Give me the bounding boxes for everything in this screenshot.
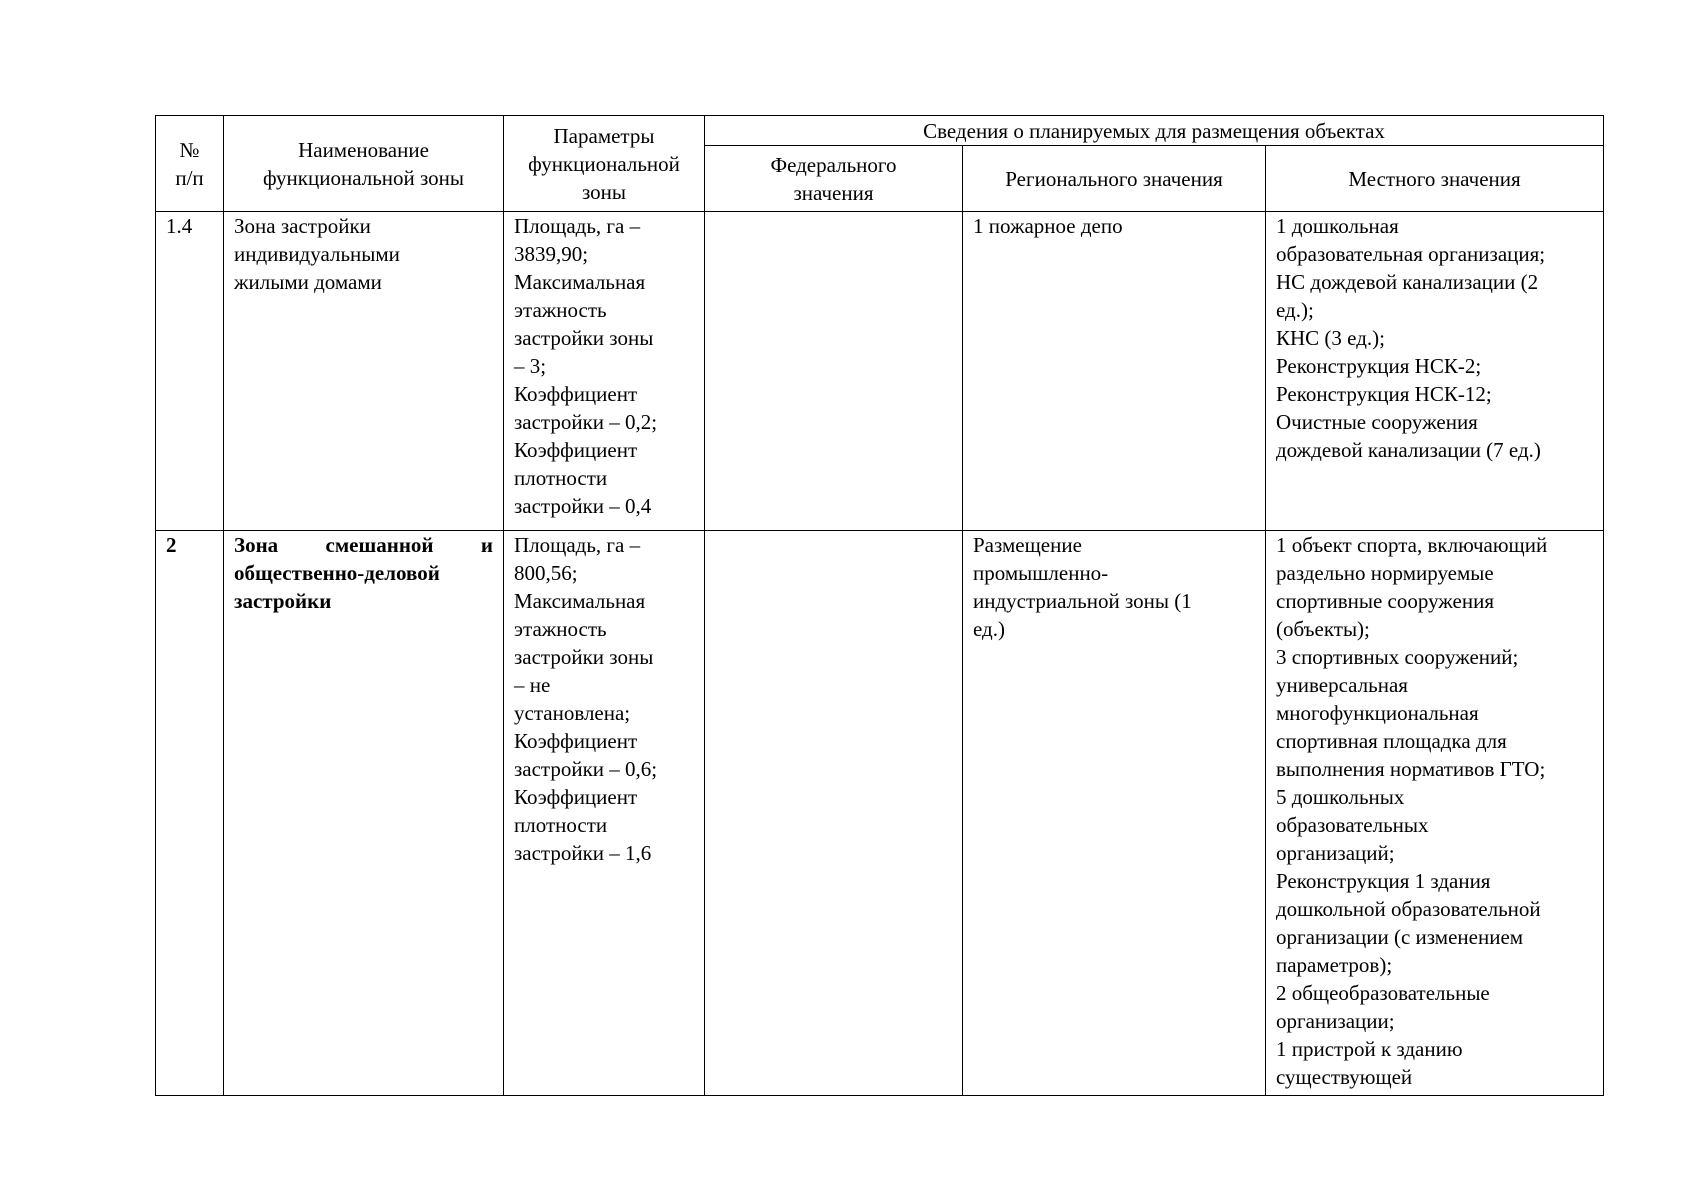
local-objects: 1 дошкольная образовательная организация; НС дождевой канализации (2 ед.); КНС (3 ед.); Реконструкция НСК-2; Реконструкция НСК-12; Очистные сооружения дождевой канализации (7 ед.) xyxy=(1266,212,1604,531)
table-row xyxy=(156,212,1604,531)
regional-objects: 1 пожарное депо xyxy=(963,212,1266,531)
header-planned-objects: Сведения о планируемых для размещения объектах xyxy=(705,116,1604,146)
zones-table xyxy=(155,115,1604,1096)
header-local: Местного значения xyxy=(1266,146,1604,212)
regional-objects: Размещение промышленно- индустриальной зоны (1 ед.) xyxy=(963,531,1266,1096)
federal-objects xyxy=(705,212,963,531)
zone-name: Зона смешанной и общественно-деловой застройки xyxy=(224,531,504,1096)
header-zone-params: Параметры функциональной зоны xyxy=(504,116,705,212)
row-number: 2 xyxy=(156,531,224,1096)
zone-params: Площадь, га – 800,56; Максимальная этажность застройки зоны – не установлена; Коэффициент застройки – 0,6; Коэффициент плотности застройки – 1,6 xyxy=(504,531,705,1096)
zone-params: Площадь, га – 3839,90; Максимальная этажность застройки зоны – 3; Коэффициент застройки – 0,2; Коэффициент плотности застройки – 0,4 xyxy=(504,212,705,531)
header-federal: Федерального значения xyxy=(705,146,963,212)
row-number: 1.4 xyxy=(156,212,224,531)
local-objects: 1 объект спорта, включающий раздельно нормируемые спортивные сооружения (объекты); 3 спортивных сооружений; универсальная многофункциональная спортивная площадка для выполнения нормативов ГТО; 5 дошкольных образовательных организаций; Реконструкция 1 здания дошкольной образовательной организации (с изменением параметров); 2 общеобразовательные организации; 1 пристрой к зданию существующей xyxy=(1266,531,1604,1096)
table-row xyxy=(156,531,1604,1096)
header-regional: Регионального значения xyxy=(963,146,1266,212)
zone-name: Зона застройки индивидуальными жилыми домами xyxy=(224,212,504,531)
header-num: № п/п xyxy=(156,116,224,212)
header-zone-name: Наименование функциональной зоны xyxy=(224,116,504,212)
federal-objects xyxy=(705,531,963,1096)
